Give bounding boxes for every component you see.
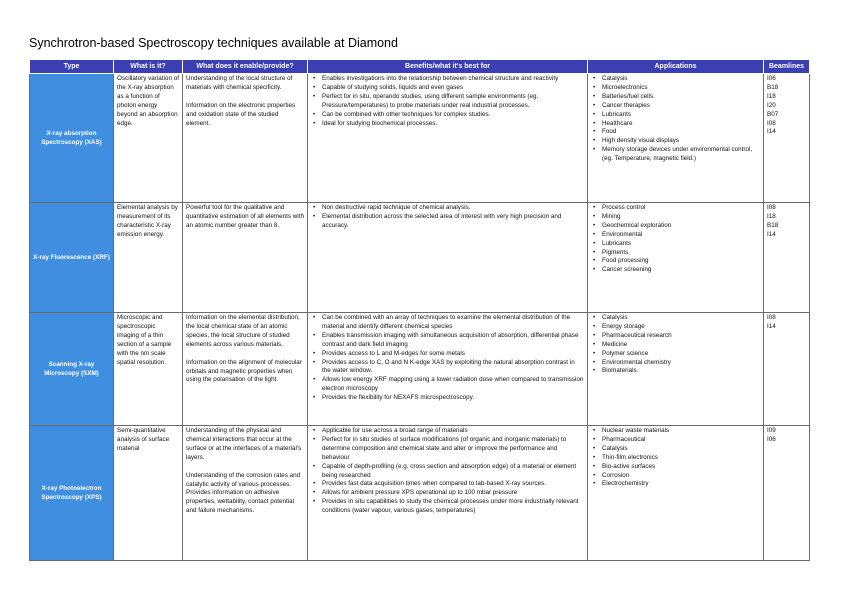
- application-item: • Healthcare: [602, 120, 760, 129]
- benefit-item: • Provides the flexibility for NEXAFS microspectroscopy.: [322, 394, 584, 403]
- table-row: [30, 74, 810, 203]
- type-cell: Scanning X-ray Microscopy (SXM): [30, 313, 114, 426]
- application-item: • Corrosion: [602, 472, 760, 481]
- beamlines-cell: [764, 203, 810, 313]
- beamline: I14: [767, 128, 776, 136]
- enable-cell: [183, 74, 308, 203]
- enable-para: Understanding of the local structure of materials with chemical specificity.: [186, 75, 293, 91]
- beamline: I06: [767, 435, 776, 443]
- beamline: B18: [767, 83, 779, 91]
- applications-cell: [588, 74, 764, 203]
- benefit-item: • Ideal for studying biochemical processes.: [322, 120, 584, 129]
- application-item: • High density visual displays: [602, 137, 760, 146]
- enable-cell: [183, 313, 308, 426]
- benefit-item: • Can be combined with an array of techniques to examine the elemental distribution of the material and identify different chemical species: [322, 314, 584, 332]
- beamline: I18: [767, 92, 776, 100]
- application-item: • Memory storage devices under environmental control, (eg. Temperature, magnetic field.): [602, 146, 760, 164]
- benefits-cell: [308, 74, 588, 203]
- enable-para: Information on the elemental distribution, the local chemical state of an atomic species, the local structure of studied elements across various materials.: [186, 314, 300, 348]
- benefit-item: • Can be combined with other techniques for complex studies.: [322, 111, 584, 120]
- beamline: I18: [767, 212, 776, 220]
- enable-para: Powerful tool for the qualitative and quantitative estimation of all elements with an atomic number greater than 8.: [186, 204, 304, 229]
- benefit-item: • Elemental distribution across the selected area of interest with very high precision and accuracy.: [322, 213, 584, 231]
- beamlines-cell: [764, 426, 810, 561]
- beamline: B18: [767, 221, 779, 229]
- benefit-item: • Provides access to L and M-edges for some metals: [322, 350, 584, 359]
- table-row: [30, 203, 810, 313]
- application-item: • Thin-film electronics: [602, 454, 760, 463]
- application-item: • Batteries/fuel cells.: [602, 93, 760, 102]
- benefit-item: • Applicable for use across a broad range of materials: [322, 427, 584, 436]
- enable-cell: [183, 426, 308, 561]
- enable-para: Information on the electronic properties and oxidation state of the studied element.: [186, 101, 296, 127]
- type-cell: X-ray Fluorescence (XRF): [30, 203, 114, 313]
- beamline: I08: [767, 314, 776, 321]
- beamline: B07: [767, 110, 779, 118]
- benefit-item: • Capable of studying solids, liquids and even gases: [322, 84, 584, 93]
- application-item: • Mining: [602, 213, 760, 222]
- beamlines-cell: [764, 313, 810, 426]
- benefit-item: • Perfect for in situ, operando studies, using different sample environments (eg. Pressure/temperatures) to probe materials under real industrial processes.: [322, 93, 584, 111]
- application-item: • Electrochemistry: [602, 480, 760, 489]
- application-item: • Environmental chemistry: [602, 359, 760, 368]
- beamline: I09: [767, 427, 776, 434]
- applications-cell: [588, 313, 764, 426]
- header-row: [30, 60, 810, 74]
- application-item: • Microelectronics: [602, 84, 760, 93]
- application-item: • Environmental: [602, 231, 760, 240]
- application-item: • Catalysis: [602, 314, 760, 323]
- table-row: [30, 426, 810, 561]
- application-item: • Process control: [602, 204, 760, 213]
- application-item: • Biomaterials.: [602, 367, 760, 376]
- beamline: I14: [767, 230, 776, 238]
- benefit-item: • Enables transmission imaging with simultaneous acquisition of absorption, differential phase contrast and dark field imaging: [322, 332, 584, 350]
- what-cell: Semi-quantitative analysis of surface material: [114, 426, 183, 561]
- benefit-item: • Provides fast data acquisition times when compared to lab-based X-ray sources.: [322, 480, 584, 489]
- header-applications: Applications: [588, 60, 764, 74]
- application-item: • Food: [602, 128, 760, 137]
- table-row: [30, 313, 810, 426]
- application-item: • Catalysis: [602, 75, 760, 84]
- application-item: • Polymer science: [602, 350, 760, 359]
- application-item: • Lubricants: [602, 111, 760, 120]
- benefit-item: • Allows low energy XRF mapping using a lower radiation dose when compared to transmission electron microscopy: [322, 376, 584, 394]
- what-cell: Elemental analysis by measurement of its characteristic X-ray emission energy.: [114, 203, 183, 313]
- beamlines-cell: [764, 74, 810, 203]
- document-title: Synchrotron-based Spectroscopy techniques available at Diamond: [29, 36, 398, 50]
- techniques-table: [29, 59, 810, 561]
- benefit-item: • Provides in situ capabilities to study the chemical processes under more industrially relevant conditions (water vapour, various gases, temperatures): [322, 498, 584, 516]
- beamline: I06: [767, 75, 776, 82]
- beamline: I08: [767, 204, 776, 211]
- benefit-item: • Provides access to C, O and N K-edge XAS by exploiting the natural absorption contrast in the water window.: [322, 359, 584, 377]
- application-item: • Catalysis: [602, 445, 760, 454]
- application-item: • Lubricants: [602, 240, 760, 249]
- application-item: • Cancer therapies: [602, 102, 760, 111]
- enable-para: Understanding of the physical and chemical interactions that occur at the surface or at the interfaces of a material's layers.: [186, 427, 302, 461]
- type-cell: X-ray Photoelectron Spectroscopy (XPS): [30, 426, 114, 561]
- enable-cell: [183, 203, 308, 313]
- header-enable: What does it enable/provide?: [183, 60, 308, 74]
- header-what: What is it?: [114, 60, 183, 74]
- application-item: • Food processing: [602, 257, 760, 266]
- benefit-item: • Allows for ambient pressure XPS operational up to 100 mbar pressure: [322, 489, 584, 498]
- application-item: • Pigments: [602, 249, 760, 258]
- what-cell: Oscillatory variation of the X-ray absorption as a function of photon energy beyond an absorption edge.: [114, 74, 183, 203]
- header-beamlines: Beamlines: [764, 60, 810, 74]
- application-item: • Medicine: [602, 341, 760, 350]
- applications-cell: [588, 203, 764, 313]
- application-item: • Pharmaceutical research: [602, 332, 760, 341]
- application-item: • Geochemical exploration: [602, 222, 760, 231]
- header-type: Type: [30, 60, 114, 74]
- beamline: I20: [767, 101, 776, 109]
- type-cell: X-ray absorption Spectroscopy (XAS): [30, 74, 114, 203]
- application-item: • Pharmaceutical: [602, 436, 760, 445]
- benefits-cell: [308, 426, 588, 561]
- benefits-cell: [308, 203, 588, 313]
- beamline: I08: [767, 119, 776, 127]
- application-item: • Energy storage: [602, 323, 760, 332]
- enable-para: Information on the alignment of molecular orbitals and magnetic properties when using the polarisation of the light.: [186, 358, 302, 384]
- applications-cell: [588, 426, 764, 561]
- enable-para: Understanding of the corrosion rates and catalytic activity of various processes. Provides information on adhesive properties, wettability, contact potential and failure mechanisms.: [186, 471, 301, 515]
- benefits-cell: [308, 313, 588, 426]
- benefit-item: • Non destructive rapid technique of chemical analysis.: [322, 204, 584, 213]
- application-item: • Bio-active surfaces: [602, 463, 760, 472]
- header-benefits: Benefits/what it's best for: [308, 60, 588, 74]
- application-item: • Cancer screening: [602, 266, 760, 275]
- what-cell: Microscopic and spectroscopic imaging of a thin section of a sample with the nm scale spatial resolution.: [114, 313, 183, 426]
- benefit-item: • Capable of depth-profiling (e.g. cross section and absorption edge) of a material or element being researched: [322, 463, 584, 481]
- beamline: I14: [767, 322, 776, 330]
- benefit-item: • Enables investigations into the relationship between chemical structure and reactivity: [322, 75, 584, 84]
- application-item: • Nuclear waste materials: [602, 427, 760, 436]
- benefit-item: • Perfect for in situ studies of surface modifications (of organic and inorganic materials) to determine composition and chemical state and alter or improve the performance and behaviour: [322, 436, 584, 463]
